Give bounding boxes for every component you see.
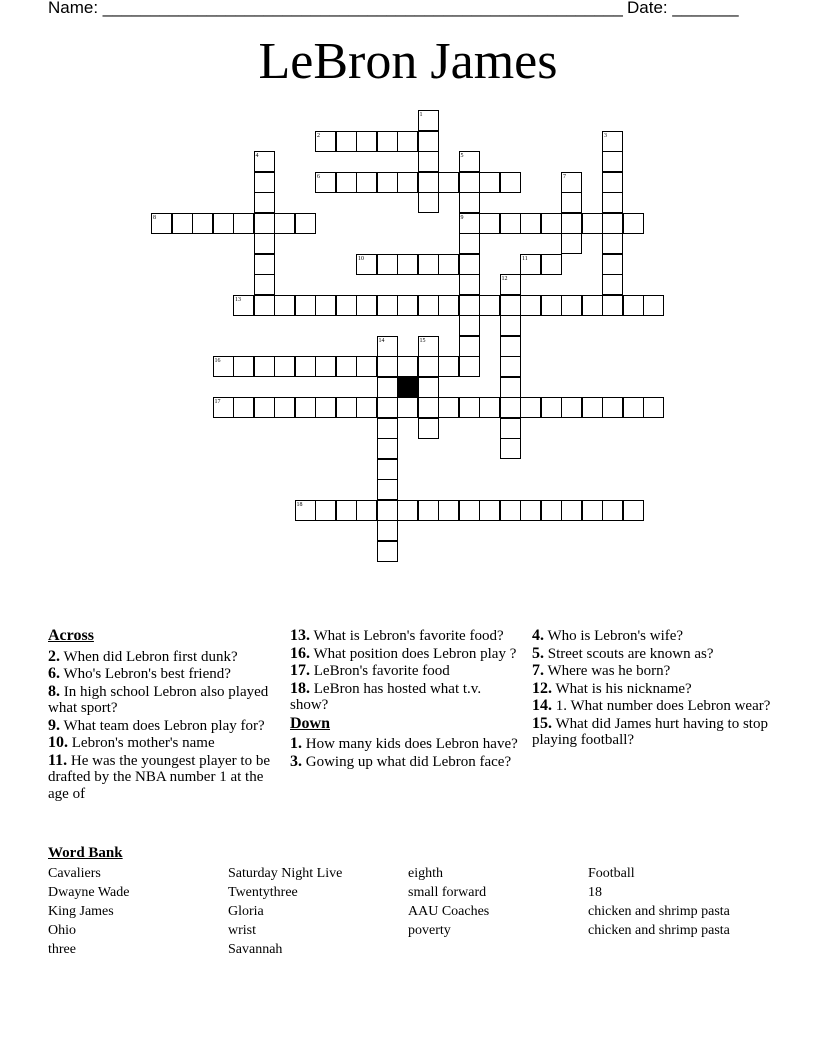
word-bank-item: three	[48, 942, 76, 957]
grid-cell[interactable]	[602, 213, 623, 234]
clue	[48, 684, 284, 717]
grid-cell[interactable]	[377, 541, 398, 562]
grid-cell[interactable]	[377, 418, 398, 439]
clue-text: Street scouts are known as?	[544, 645, 714, 662]
grid-cell[interactable]	[377, 131, 398, 152]
clue-text: What is his nickname?	[552, 680, 692, 697]
clue-column-2	[290, 628, 522, 771]
grid-cell[interactable]	[643, 397, 664, 418]
clue	[48, 718, 284, 735]
grid-cell[interactable]	[254, 192, 275, 213]
grid-cell[interactable]	[213, 213, 234, 234]
grid-cell[interactable]	[274, 295, 295, 316]
grid-cell[interactable]	[418, 397, 439, 418]
clue-text: LeBron has hosted what t.v. show?	[290, 680, 482, 713]
grid-cell[interactable]	[418, 192, 439, 213]
grid-cell[interactable]	[520, 397, 541, 418]
grid-cell[interactable]	[274, 356, 295, 377]
grid-cell[interactable]	[336, 131, 357, 152]
grid-cell[interactable]	[377, 459, 398, 480]
word-bank-item: wrist	[228, 923, 256, 938]
grid-cell[interactable]	[254, 356, 275, 377]
clue-number: 18	[296, 501, 303, 508]
grid-cell[interactable]	[500, 172, 521, 193]
clue-text: When did Lebron first dunk?	[60, 648, 238, 665]
grid-cell[interactable]	[377, 172, 398, 193]
grid-cell[interactable]	[479, 213, 500, 234]
clue-text: LeBron's favorite food	[310, 663, 450, 679]
clue	[48, 753, 284, 803]
clue	[290, 646, 522, 663]
grid-cell[interactable]	[459, 356, 480, 377]
grid-cell[interactable]	[397, 254, 418, 275]
clue-number-label: 17.	[290, 662, 310, 679]
clue-number: 8	[153, 214, 156, 221]
clue	[532, 681, 772, 698]
clue	[290, 681, 522, 714]
grid-cell[interactable]	[377, 397, 398, 418]
grid-cell[interactable]	[602, 500, 623, 521]
clue	[532, 663, 772, 680]
grid-cell[interactable]	[602, 172, 623, 193]
grid-cell[interactable]	[459, 192, 480, 213]
grid-cell[interactable]	[602, 151, 623, 172]
date-field-label: Date: _______	[627, 0, 739, 17]
clue-number-label: 5.	[532, 644, 544, 662]
clue-number-label: 9.	[48, 716, 60, 734]
grid-cell[interactable]	[459, 295, 480, 316]
grid-cell[interactable]	[479, 172, 500, 193]
grid-cell[interactable]	[336, 500, 357, 521]
grid-cell[interactable]	[459, 500, 480, 521]
clue	[532, 628, 772, 645]
grid-cell[interactable]	[561, 500, 582, 521]
grid-cell[interactable]	[582, 397, 603, 418]
down-heading: Down	[290, 714, 331, 732]
grid-cell[interactable]	[274, 397, 295, 418]
grid-cell[interactable]	[418, 254, 439, 275]
grid-cell[interactable]	[602, 233, 623, 254]
grid-cell[interactable]	[336, 356, 357, 377]
clue-number-label: 11.	[48, 751, 68, 769]
clue-text: What did James hurt having to stop playing football?	[532, 715, 768, 748]
grid-cell[interactable]	[479, 397, 500, 418]
clue-number: 9	[460, 214, 464, 221]
grid-cell[interactable]	[377, 356, 398, 377]
grid-cell[interactable]	[397, 397, 418, 418]
grid-cell[interactable]	[418, 172, 439, 193]
clue	[532, 698, 772, 715]
grid-cell[interactable]	[356, 397, 377, 418]
grid-cell[interactable]	[623, 500, 644, 521]
grid-cell[interactable]	[418, 131, 439, 152]
word-bank-item: Football	[588, 866, 635, 881]
grid-cell[interactable]	[315, 295, 336, 316]
grid-cell[interactable]	[500, 438, 521, 459]
word-bank-item: eighth	[408, 866, 443, 881]
grid-cell[interactable]	[561, 213, 582, 234]
grid-cell[interactable]	[459, 336, 480, 357]
clue	[532, 716, 772, 749]
grid-cell[interactable]	[602, 397, 623, 418]
clue-number: 13	[235, 296, 241, 303]
clue-number: 15	[419, 337, 426, 344]
grid-cell[interactable]	[602, 295, 623, 316]
grid-cell[interactable]	[336, 397, 357, 418]
grid-cell[interactable]	[418, 151, 439, 172]
word-bank-column-1	[48, 864, 129, 959]
grid-cell[interactable]	[295, 397, 316, 418]
grid-cell[interactable]	[602, 254, 623, 275]
clue-text: What team does Lebron play for?	[60, 717, 265, 734]
grid-cell[interactable]	[459, 233, 480, 254]
clue-number: 10	[358, 255, 364, 262]
grid-cell[interactable]	[500, 336, 521, 357]
clue-number-label: 12.	[532, 679, 552, 697]
word-bank-item: Saturday Night Live	[228, 866, 343, 881]
clue	[290, 628, 522, 645]
page-title: LeBron James	[258, 33, 558, 90]
grid-cell[interactable]	[356, 295, 377, 316]
grid-cell[interactable]	[438, 397, 459, 418]
word-bank-column-2	[228, 864, 342, 959]
grid-cell[interactable]	[315, 356, 336, 377]
grid-cell[interactable]	[500, 295, 521, 316]
grid-cell[interactable]	[541, 397, 562, 418]
clue-number: 12	[501, 276, 508, 282]
grid-cell[interactable]	[377, 520, 398, 541]
word-bank-item: Dwayne Wade	[48, 885, 130, 900]
grid-cell[interactable]	[582, 213, 603, 234]
grid-cell[interactable]	[561, 192, 582, 213]
clue-number: 2	[317, 132, 320, 139]
word-bank-item: King James	[48, 904, 114, 919]
grid-cell[interactable]	[418, 295, 439, 316]
grid-cell[interactable]	[172, 213, 193, 234]
grid-cell[interactable]	[623, 213, 644, 234]
clue-text: Who's Lebron's best friend?	[60, 666, 231, 682]
grid-cell[interactable]	[541, 213, 562, 234]
grid-cell[interactable]	[500, 315, 521, 336]
grid-cell[interactable]	[397, 500, 418, 521]
grid-cell[interactable]	[397, 295, 418, 316]
clue	[48, 649, 284, 666]
grid-cell[interactable]	[397, 172, 418, 193]
grid-cell[interactable]	[582, 295, 603, 316]
clue	[290, 736, 522, 753]
grid-cell[interactable]	[377, 438, 398, 459]
clue-text: 1. What number does Lebron wear?	[552, 698, 771, 714]
clue-number: 1	[419, 112, 423, 118]
clue-number: 5	[460, 153, 464, 159]
grid-cell[interactable]	[520, 295, 541, 316]
grid-cell[interactable]	[397, 131, 418, 152]
clue	[48, 666, 284, 683]
word-bank-item: Gloria	[228, 904, 264, 919]
grid-cell[interactable]	[356, 356, 377, 377]
grid-cell[interactable]	[356, 131, 377, 152]
word-bank-item: chicken and shrimp pasta	[588, 904, 730, 919]
clue-text: In high school Lebron also played what sport?	[48, 683, 269, 716]
clue-text: Where was he born?	[544, 663, 671, 679]
grid-cell[interactable]	[520, 213, 541, 234]
clue-number: 7	[563, 173, 566, 180]
grid-cell[interactable]	[438, 254, 459, 275]
clue-number-label: 6.	[48, 665, 60, 682]
grid-cell[interactable]	[561, 397, 582, 418]
grid-cell[interactable]	[602, 274, 623, 295]
word-bank-column-3	[408, 864, 489, 940]
grid-cell[interactable]	[254, 274, 275, 295]
grid-cell[interactable]	[479, 500, 500, 521]
grid-cell[interactable]	[192, 213, 213, 234]
clue-number: 11	[522, 255, 528, 262]
name-field-label: Name: _______________________________________________________	[48, 0, 623, 17]
grid-cell[interactable]	[315, 500, 336, 521]
word-bank-column-4	[588, 864, 730, 940]
grid-cell[interactable]	[438, 356, 459, 377]
grid-cell[interactable]	[377, 254, 398, 275]
grid-cell[interactable]	[561, 233, 582, 254]
grid-cell[interactable]	[356, 500, 377, 521]
clue-number: 16	[214, 358, 221, 364]
grid-cell[interactable]	[541, 500, 562, 521]
grid-cell[interactable]	[418, 356, 439, 377]
grid-cell[interactable]	[336, 172, 357, 193]
grid-cell[interactable]	[295, 295, 316, 316]
grid-cell[interactable]	[602, 192, 623, 213]
clue-number-label: 15.	[532, 714, 552, 732]
clue-number-label: 10.	[48, 734, 68, 751]
clue-number: 3	[604, 132, 607, 139]
grid-cell[interactable]	[377, 377, 398, 398]
grid-cell[interactable]	[541, 254, 562, 275]
clue-number-label: 1.	[290, 735, 302, 752]
grid-cell[interactable]	[500, 418, 521, 439]
grid-cell[interactable]	[377, 295, 398, 316]
word-bank-item: AAU Coaches	[408, 904, 490, 919]
across-heading: Across	[48, 627, 94, 644]
clue-number: 4	[255, 153, 259, 159]
grid-cell[interactable]	[377, 500, 398, 521]
grid-cell[interactable]	[459, 397, 480, 418]
grid-cell[interactable]	[459, 254, 480, 275]
word-bank-item: Twentythree	[228, 885, 298, 900]
grid-cell[interactable]	[254, 233, 275, 254]
grid-cell[interactable]	[438, 172, 459, 193]
grid-cell[interactable]	[295, 213, 316, 234]
clue-number-label: 14.	[532, 697, 552, 714]
grid-cell[interactable]	[315, 397, 336, 418]
grid-cell[interactable]	[438, 295, 459, 316]
grid-cell[interactable]	[500, 213, 521, 234]
grid-cell[interactable]	[254, 213, 275, 234]
clue	[290, 754, 522, 771]
grid-cell[interactable]	[254, 295, 275, 316]
word-bank-title: Word Bank	[48, 845, 123, 861]
grid-cell[interactable]	[479, 295, 500, 316]
clue-text: Lebron's mother's name	[68, 735, 215, 751]
clue-number: 6	[317, 173, 320, 180]
word-bank-item: 18	[588, 885, 602, 900]
grid-cell[interactable]	[397, 356, 418, 377]
grid-cell[interactable]	[418, 377, 439, 398]
clue-text: What position does Lebron play ?	[310, 645, 517, 662]
grid-cell[interactable]	[356, 172, 377, 193]
grid-cell[interactable]	[254, 254, 275, 275]
clue	[532, 646, 772, 663]
clue-text: He was the youngest player to be drafted by the NBA number 1 at the age of	[48, 752, 270, 802]
word-bank-item: chicken and shrimp pasta	[588, 923, 730, 938]
word-bank-item: Savannah	[228, 942, 283, 957]
grid-cell[interactable]	[418, 418, 439, 439]
clue-number-label: 8.	[48, 682, 60, 700]
clue-number-label: 7.	[532, 662, 544, 679]
clue-number: 14	[378, 337, 385, 344]
word-bank-item: poverty	[408, 923, 451, 938]
grid-cell[interactable]	[254, 397, 275, 418]
grid-cell[interactable]	[233, 213, 254, 234]
grid-cell[interactable]	[561, 295, 582, 316]
clue-column-3	[532, 628, 772, 750]
grid-cell[interactable]	[623, 295, 644, 316]
grid-cell[interactable]	[623, 397, 644, 418]
clue-number: 17	[214, 399, 221, 405]
grid-cell[interactable]	[336, 295, 357, 316]
clue-text: Who is Lebron's wife?	[544, 628, 684, 644]
grid-cell[interactable]	[500, 500, 521, 521]
word-bank-item: small forward	[408, 885, 487, 900]
clue-number-label: 18.	[290, 679, 310, 697]
word-bank-item: Cavaliers	[48, 866, 101, 881]
grid-cell[interactable]	[500, 356, 521, 377]
clue-number-label: 13.	[290, 627, 310, 644]
grid-cell[interactable]	[500, 377, 521, 398]
clue	[290, 663, 522, 680]
black-cell	[397, 377, 418, 398]
clue-column-1	[48, 628, 284, 803]
clue	[48, 735, 284, 752]
grid-cell[interactable]	[233, 356, 254, 377]
clue-number-label: 2.	[48, 647, 60, 665]
grid-cell[interactable]	[520, 500, 541, 521]
clue-number-label: 16.	[290, 644, 310, 662]
grid-cell[interactable]	[254, 172, 275, 193]
clue-number-label: 3.	[290, 752, 302, 770]
grid-cell[interactable]	[459, 172, 480, 193]
word-bank-item: Ohio	[48, 923, 76, 938]
grid-cell[interactable]	[295, 356, 316, 377]
clue-text: How many kids does Lebron have?	[302, 736, 518, 752]
grid-cell[interactable]	[643, 295, 664, 316]
clue-number-label: 4.	[532, 627, 544, 644]
grid-cell[interactable]	[274, 213, 295, 234]
clue-text: What is Lebron's favorite food?	[310, 628, 504, 644]
grid-cell[interactable]	[377, 479, 398, 500]
grid-cell[interactable]	[438, 500, 459, 521]
grid-cell[interactable]	[582, 500, 603, 521]
grid-cell[interactable]	[418, 500, 439, 521]
grid-cell[interactable]	[459, 315, 480, 336]
clue-text: Gowing up what did Lebron face?	[302, 753, 512, 770]
grid-cell[interactable]	[500, 397, 521, 418]
grid-cell[interactable]	[233, 397, 254, 418]
grid-cell[interactable]	[459, 274, 480, 295]
grid-cell[interactable]	[541, 295, 562, 316]
